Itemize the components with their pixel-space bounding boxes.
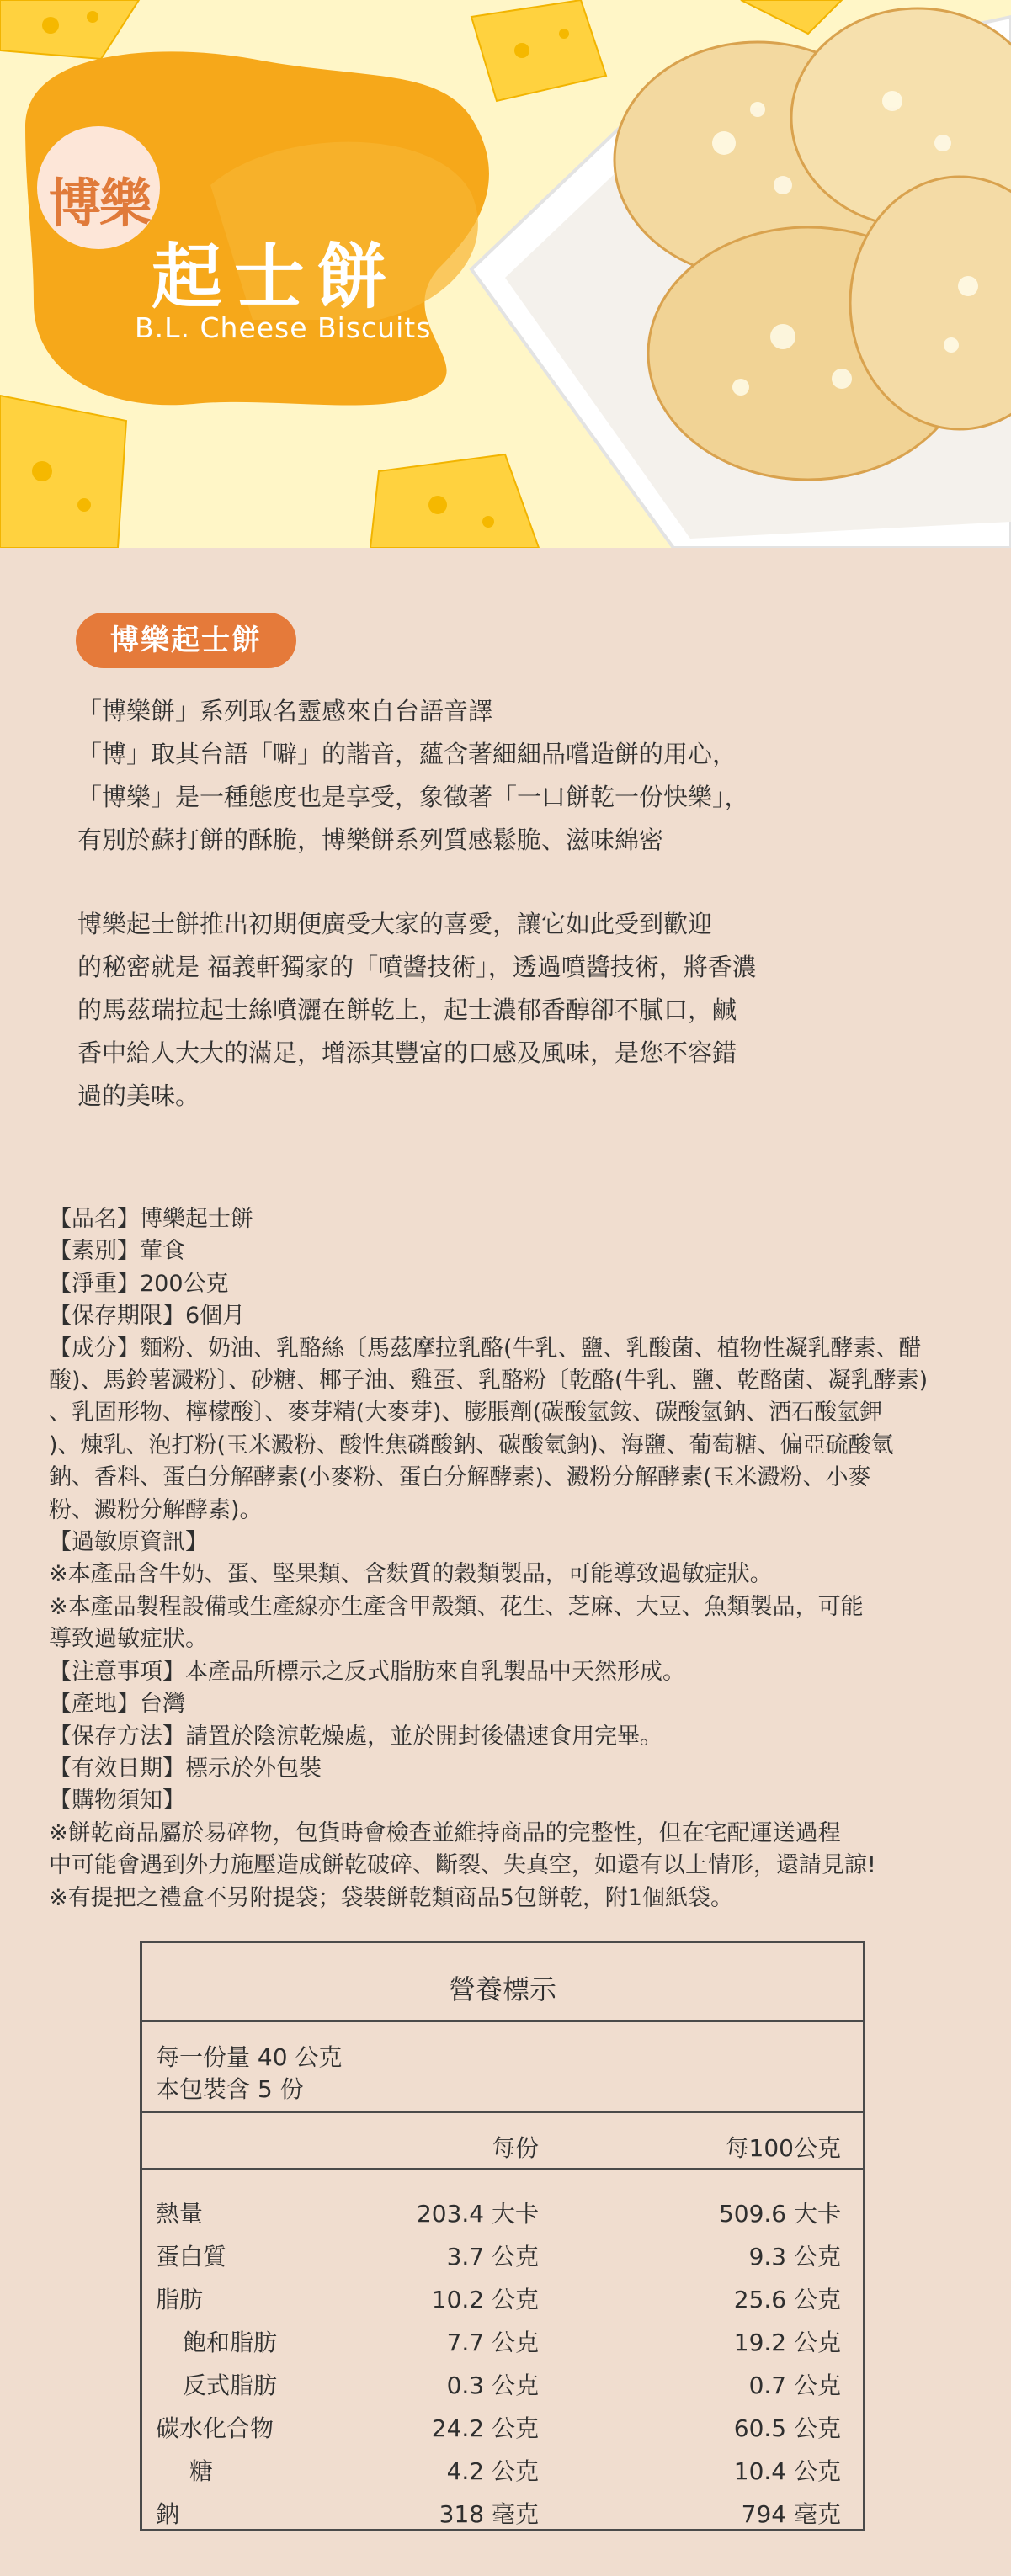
- spec-line: 【成分】麵粉、奶油、乳酪絲〔馬茲摩拉乳酪(牛乳、鹽、乳酸菌、植物性凝乳酵素、醋: [49, 1335, 922, 1362]
- spec-line: 鈉、香料、蛋白分解酵素(小麥粉、蛋白分解酵素)、澱粉分解酵素(玉米澱粉、小麥: [49, 1464, 871, 1491]
- spec-line: 粉、澱粉分解酵素)。: [49, 1496, 263, 1523]
- nutrient-name-fat: 脂肪: [156, 2286, 204, 2313]
- product-name-large: 起士餅: [152, 235, 400, 318]
- spec-line: ※本產品含牛奶、蛋、堅果類、含麩質的穀類製品，可能導致過敏症狀。: [49, 1561, 773, 1588]
- nutrition-title: 營養標示: [448, 1973, 556, 2005]
- nutrient-value-per-serving: 7.7 公克: [446, 2329, 539, 2356]
- product-spec-list: [49, 1203, 975, 1915]
- spec-line: 【保存期限】6個月: [49, 1303, 246, 1330]
- spec-line: )、煉乳、泡打粉(玉米澱粉、酸性焦磷酸鈉、碳酸氫鈉)、海鹽、葡萄糖、偏亞硫酸氫: [49, 1431, 894, 1458]
- spec-line: 【有效日期】標示於外包裝: [49, 1755, 322, 1782]
- spec-line: 、乳固形物、檸檬酸〕、麥芽精(大麥芽)、膨脹劑(碳酸氫銨、碳酸氫鈉、酒石酸氫鉀: [49, 1400, 883, 1426]
- nutrient-value-per-serving: 24.2 公克: [431, 2414, 539, 2442]
- spec-line: ※本產品製程設備或生產線亦生產含甲殼類、花生、芝麻、大豆、魚類製品，可能: [49, 1593, 864, 1620]
- nutrient-value-per-serving: 0.3 公克: [446, 2372, 539, 2399]
- intro-paragraph-1: [77, 690, 936, 862]
- spec-line: 中可能會遇到外力施壓造成餅乾破碎、斷裂、失真空，如還有以上情形，還請見諒!: [49, 1852, 876, 1879]
- divider: [142, 2168, 863, 2170]
- spec-line: ※有提把之禮盒不另附提袋；袋裝餅乾類商品5包餅乾，附1個紙袋。: [49, 1884, 733, 1911]
- nutrient-value-per-100g: 509.6 大卡: [718, 2200, 841, 2228]
- nutrient-value-per-100g: 0.7 公克: [748, 2372, 841, 2399]
- column-header-per-serving: 每份: [491, 2134, 539, 2162]
- nutrient-name-sugar: 糖: [189, 2457, 214, 2485]
- nutrient-name-carbohydrate: 碳水化合物: [156, 2414, 274, 2442]
- nutrient-value-per-serving: 3.7 公克: [446, 2243, 539, 2271]
- spec-line: ※餅乾商品屬於易碎物，包貨時會檢查並維持商品的完整性，但在宅配運送過程: [49, 1819, 841, 1846]
- intro-line: 香中給人大大的滿足，增添其豐富的口感及風味，是您不容錯: [77, 1038, 737, 1067]
- intro-line: 「博樂」是一種態度也是享受，象徵著「一口餅乾一份快樂」，: [77, 783, 749, 811]
- divider: [142, 2111, 863, 2113]
- section-title: 博樂起士餅: [76, 613, 296, 668]
- serving-size: 每一份量 40 公克: [156, 2043, 343, 2071]
- nutrient-value-per-serving: 318 毫克: [439, 2500, 539, 2528]
- nutrient-name-trans-fat: 反式脂肪: [183, 2372, 278, 2399]
- spec-line: 【保存方法】請置於陰涼乾燥處，並於開封後儘速食用完畢。: [49, 1723, 662, 1750]
- nutrient-name-protein: 蛋白質: [156, 2243, 227, 2271]
- nutrient-name-saturated-fat: 飽和脂肪: [183, 2329, 278, 2356]
- spec-line: 【素別】葷食: [49, 1238, 185, 1265]
- servings-per-package: 本包裝含 5 份: [156, 2075, 304, 2103]
- nutrient-value-per-serving: 4.2 公克: [446, 2457, 539, 2485]
- intro-line: 的秘密就是 福義軒獨家的「噴醬技術」，透過噴醬技術，將香濃: [77, 953, 757, 981]
- product-name-english: B.L. Cheese Biscuits: [135, 311, 432, 344]
- intro-line: 「博樂餅」系列取名靈感來自台語音譯: [77, 697, 493, 725]
- nutrient-value-per-serving: 10.2 公克: [431, 2286, 539, 2313]
- nutrient-value-per-100g: 794 毫克: [741, 2500, 841, 2528]
- spec-line: 酸)、馬鈴薯澱粉〕、砂糖、椰子油、雞蛋、乳酪粉〔乾酪(牛乳、鹽、乾酪菌、凝乳酵素): [49, 1368, 929, 1394]
- nutrient-value-per-100g: 60.5 公克: [733, 2414, 841, 2442]
- nutrition-facts-table: [140, 1941, 865, 2531]
- nutrient-value-per-100g: 25.6 公克: [733, 2286, 841, 2313]
- nutrient-value-per-serving: 203.4 大卡: [416, 2200, 539, 2228]
- spec-line: 【注意事項】本產品所標示之反式脂肪來自乳製品中天然形成。: [49, 1658, 685, 1685]
- spec-line: 【產地】台灣: [49, 1691, 185, 1718]
- divider: [142, 2020, 863, 2022]
- column-header-per-100g: 每100公克: [725, 2134, 841, 2162]
- intro-line: 博樂起士餅推出初期便廣受大家的喜愛，讓它如此受到歡迎: [77, 910, 713, 938]
- nutrient-value-per-100g: 9.3 公克: [748, 2243, 841, 2271]
- nutrient-value-per-100g: 19.2 公克: [733, 2329, 841, 2356]
- nutrient-name-calories: 熱量: [156, 2200, 204, 2228]
- intro-paragraph-2: [77, 903, 936, 1118]
- spec-line: 導致過敏症狀。: [49, 1626, 208, 1653]
- spec-line: 【購物須知】: [49, 1787, 185, 1814]
- nutrient-value-per-100g: 10.4 公克: [733, 2457, 841, 2485]
- spec-line: 【淨重】200公克: [49, 1270, 229, 1297]
- spec-line: 【品名】博樂起士餅: [49, 1206, 253, 1232]
- intro-line: 的馬茲瑞拉起士絲噴灑在餅乾上，起士濃郁香醇卻不膩口，鹹: [77, 996, 737, 1024]
- intro-line: 「博」取其台語「噼」的諧音，蘊含著細細品嚐造餅的用心，: [77, 740, 737, 768]
- spec-line: 【過敏原資訊】: [49, 1529, 208, 1556]
- intro-line: 有別於蘇打餅的酥脆，博樂餅系列質感鬆脆、滋味綿密: [77, 826, 664, 854]
- product-banner: [0, 0, 1011, 548]
- nutrient-name-sodium: 鈉: [156, 2500, 180, 2528]
- brand-name-small: 博樂: [48, 173, 150, 234]
- intro-line: 過的美味。: [77, 1081, 200, 1110]
